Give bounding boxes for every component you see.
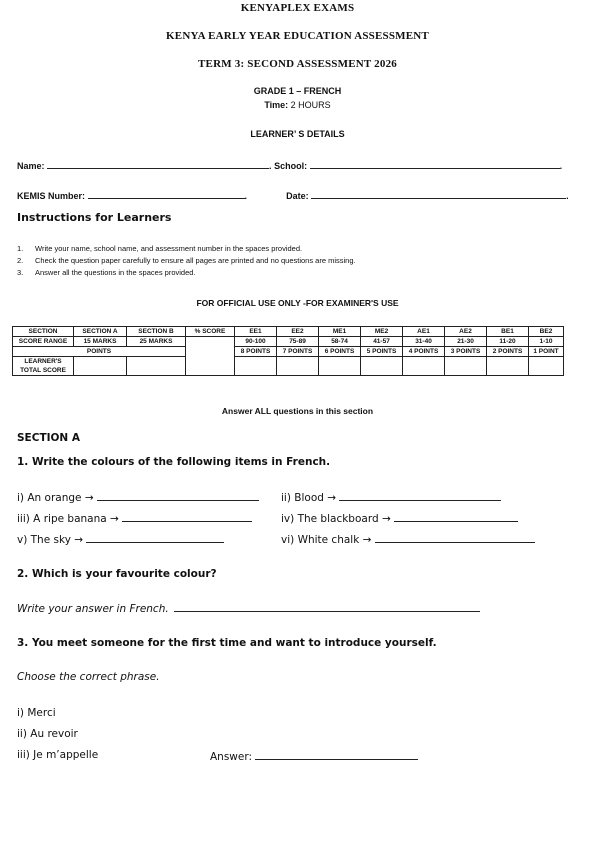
table-cell: 15 MARKS xyxy=(74,337,127,347)
q1-item: vi) White chalk → xyxy=(281,532,535,546)
q3-option: iii) Je m’appelle xyxy=(17,749,99,761)
grade-cell[interactable] xyxy=(445,357,487,376)
grade-cell[interactable] xyxy=(529,357,564,376)
answer-blank[interactable] xyxy=(122,511,252,522)
answer-all-note: Answer ALL questions in this section xyxy=(221,406,374,416)
table-row xyxy=(13,347,564,357)
table-cell: SCORE RANGE xyxy=(13,337,74,347)
learner-details-title: LEARNER’ S DETAILS xyxy=(250,129,345,139)
table-cell: % SCORE xyxy=(186,327,235,337)
q1-item: ii) Blood → xyxy=(281,490,501,504)
name-field[interactable] xyxy=(47,158,269,169)
school-label: School: xyxy=(274,161,308,171)
kemis-label: KEMIS Number: xyxy=(17,191,86,201)
q1-item: i) An orange → xyxy=(17,490,259,504)
official-score-table xyxy=(12,326,564,376)
instructions-list xyxy=(17,243,356,279)
table-cell: AE1 xyxy=(403,327,445,337)
table-cell: 6 POINTS xyxy=(319,347,361,357)
table-cell: 75-89 xyxy=(277,337,319,347)
table-cell: ME2 xyxy=(361,327,403,337)
table-cell: EE2 xyxy=(277,327,319,337)
table-cell: 25 MARKS xyxy=(127,337,186,347)
instructions-title: Instructions for Learners xyxy=(17,211,172,224)
percent-score-cell[interactable] xyxy=(186,337,235,376)
table-cell: 21-30 xyxy=(445,337,487,347)
grade-subject: GRADE 1 – FRENCH xyxy=(253,86,342,96)
answer-blank[interactable] xyxy=(86,532,224,543)
table-cell: 4 POINTS xyxy=(403,347,445,357)
grade-cell[interactable] xyxy=(277,357,319,376)
instruction-item: 1. Write your name, school name, and assessment number in the spaces provided. xyxy=(17,244,303,253)
instruction-item: 2. Check the question paper carefully to ensure all pages are printed and no questions are missing. xyxy=(17,256,356,265)
table-cell: 7 POINTS xyxy=(277,347,319,357)
grade-cell[interactable] xyxy=(319,357,361,376)
table-cell: 3 POINTS xyxy=(445,347,487,357)
points-label: POINTS xyxy=(13,347,186,357)
answer-blank[interactable] xyxy=(255,749,418,760)
table-cell: 58-74 xyxy=(319,337,361,347)
table-cell: SECTION A xyxy=(74,327,127,337)
table-cell: 8 POINTS xyxy=(235,347,277,357)
table-cell: 41-57 xyxy=(361,337,403,347)
term-title: TERM 3: SECOND ASSESSMENT 2026 xyxy=(198,58,397,70)
official-use-title: FOR OFFICIAL USE ONLY -FOR EXAMINER'S USE xyxy=(196,298,399,308)
table-cell: SECTION xyxy=(13,327,74,337)
table-cell: 90-100 xyxy=(235,337,277,347)
q3-prompt: Choose the correct phrase. xyxy=(17,671,160,683)
instruction-item: 3. Answer all the questions in the spaces provided. xyxy=(17,268,196,277)
section-a-heading: SECTION A xyxy=(17,432,81,444)
date-field[interactable] xyxy=(311,188,566,199)
time-value: 2 HOURS xyxy=(290,100,331,110)
answer-blank[interactable] xyxy=(339,490,501,501)
school-field[interactable] xyxy=(310,158,560,169)
table-row xyxy=(13,337,564,347)
table-cell: BE2 xyxy=(529,327,564,337)
question-2: 2. Which is your favourite colour? xyxy=(17,568,217,580)
table-cell: AE2 xyxy=(445,327,487,337)
table-cell: ME1 xyxy=(319,327,361,337)
answer-blank[interactable] xyxy=(394,511,518,522)
question-1: 1. Write the colours of the following items in French. xyxy=(17,456,331,468)
total-score-label-top: LEARNER'S xyxy=(13,357,74,367)
table-cell: 1-10 xyxy=(529,337,564,347)
q3-option: i) Merci xyxy=(17,707,56,719)
q1-item: iii) A ripe banana → xyxy=(17,511,252,525)
table-cell: EE1 xyxy=(235,327,277,337)
date-label: Date: xyxy=(286,191,309,201)
q1-item: v) The sky → xyxy=(17,532,224,546)
table-row xyxy=(13,327,564,337)
kemis-field[interactable] xyxy=(88,188,245,199)
q3-answer-row: Answer: xyxy=(210,749,418,763)
answer-blank[interactable] xyxy=(97,490,259,501)
table-cell: 1 POINT xyxy=(529,347,564,357)
time-line xyxy=(0,100,595,110)
name-label: Name: xyxy=(17,161,45,171)
grade-cell[interactable] xyxy=(235,357,277,376)
time-label: Time: xyxy=(264,100,289,110)
section-b-total-cell[interactable] xyxy=(127,357,186,376)
table-cell: BE1 xyxy=(487,327,529,337)
org-title: KENYAPLEX EXAMS xyxy=(240,2,355,14)
grade-cell[interactable] xyxy=(403,357,445,376)
table-cell: 11-20 xyxy=(487,337,529,347)
section-a-total-cell[interactable] xyxy=(74,357,127,376)
table-cell: SECTION B xyxy=(127,327,186,337)
table-cell: 31-40 xyxy=(403,337,445,347)
q2-prompt-row: Write your answer in French. xyxy=(17,601,480,615)
answer-blank[interactable] xyxy=(375,532,535,543)
answer-blank[interactable] xyxy=(174,601,480,612)
table-cell: 2 POINTS xyxy=(487,347,529,357)
name-school-row: Name: . School: . xyxy=(17,158,587,171)
q1-item: iv) The blackboard → xyxy=(281,511,518,525)
grade-cell[interactable] xyxy=(361,357,403,376)
kemis-date-row: KEMIS Number: . Date: . xyxy=(17,188,587,201)
grade-cell[interactable] xyxy=(487,357,529,376)
total-score-label-bottom: TOTAL SCORE xyxy=(13,366,74,376)
assessment-title: KENYA EARLY YEAR EDUCATION ASSESSMENT xyxy=(166,30,429,42)
question-3: 3. You meet someone for the first time and want to introduce yourself. xyxy=(17,637,437,649)
q3-option: ii) Au revoir xyxy=(17,728,78,740)
table-row xyxy=(13,357,564,367)
table-cell: 5 POINTS xyxy=(361,347,403,357)
